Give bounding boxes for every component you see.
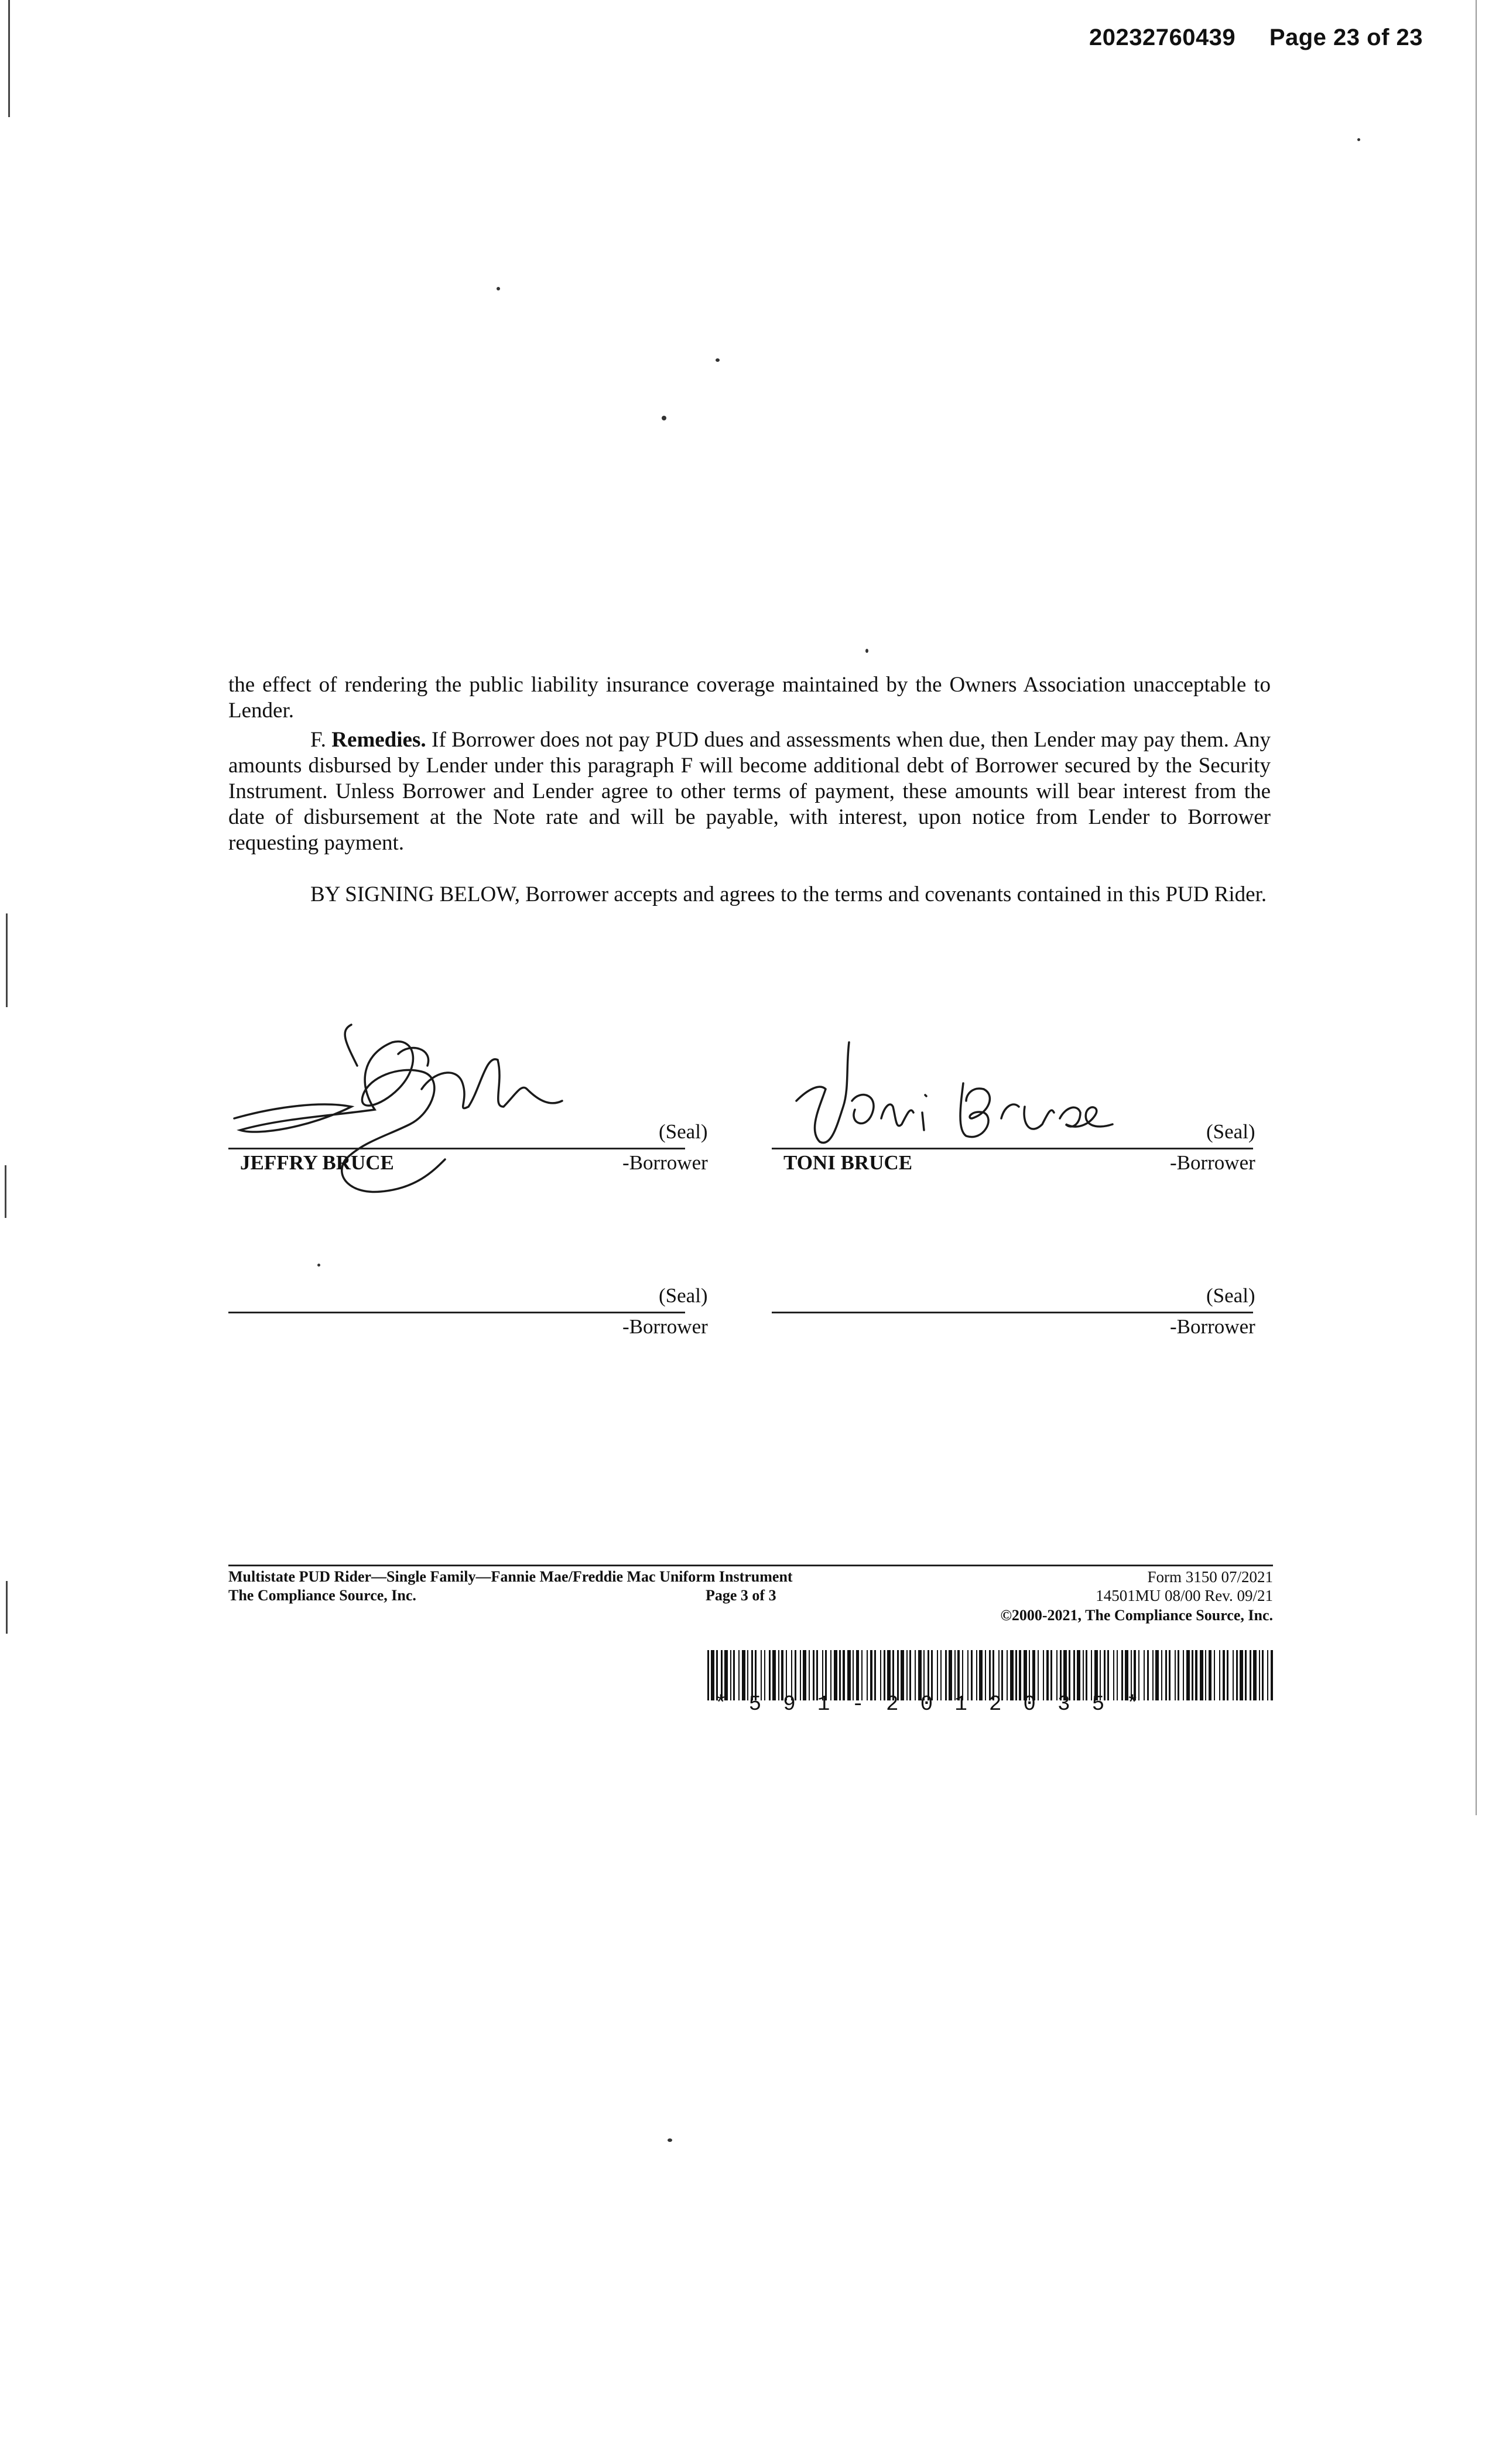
form-title: Multistate PUD Rider—Single Family—Fannie Mae/Freddie Mac Uniform Instrument xyxy=(228,1568,793,1585)
form-number: Form 3150 07/2021 xyxy=(1147,1568,1273,1586)
publisher: The Compliance Source, Inc. xyxy=(228,1587,416,1604)
signature-line-2 xyxy=(772,1148,1253,1149)
record-number: 20232760439 xyxy=(1089,25,1236,50)
copyright: ©2000-2021, The Compliance Source, Inc. xyxy=(1000,1607,1273,1624)
continued-paragraph: the effect of rendering the public liability insurance coverage maintained by the Owners Association unacceptable to Lender. xyxy=(228,673,1271,723)
seal-label-2: (Seal) xyxy=(1206,1120,1255,1143)
scan-speck xyxy=(1357,138,1360,141)
section-f-text: If Borrower does not pay PUD dues and assessments when due, then Lender may pay them. Any amounts disbursed by Lender under this paragraph F will become additional debt of Borrower secured by the Security Instrument. Unless Borrower and Lender agree to other terms of payment, these amounts will bear interest from the date of disbursement at the Note rate and will be payable, with interest, upon notice from Lender to Borrower requesting payment. xyxy=(228,728,1271,855)
scan-speck xyxy=(716,358,720,362)
rider-text xyxy=(228,672,1271,908)
page-of: Page 3 of 3 xyxy=(706,1587,776,1604)
seal-label-3: (Seal) xyxy=(659,1284,708,1307)
section-f-letter: F. xyxy=(310,728,326,752)
scan-edge-mark xyxy=(6,1581,8,1634)
barcode-bar xyxy=(707,1650,709,1700)
borrower-role-1: -Borrower xyxy=(622,1151,708,1174)
scan-speck xyxy=(317,1264,320,1267)
section-f-title: Remedies. xyxy=(331,728,426,752)
footer-rule xyxy=(228,1565,1273,1566)
scan-speck xyxy=(865,649,868,653)
scan-speck xyxy=(662,416,666,420)
barcode-caption: *591-2012035* xyxy=(714,1692,1161,1716)
page-header xyxy=(1089,25,1423,51)
borrower-name-1: JEFFRY BRUCE xyxy=(240,1151,394,1174)
signature-toni-bruce xyxy=(785,1031,1165,1165)
revision: 14501MU 08/00 Rev. 09/21 xyxy=(1096,1587,1273,1604)
page-number: Page 23 of 23 xyxy=(1269,25,1423,50)
borrower-name-2: TONI BRUCE xyxy=(783,1151,913,1174)
borrower-role-4: -Borrower xyxy=(1170,1315,1255,1338)
signature-jeffry-bruce xyxy=(223,1019,644,1212)
scan-speck xyxy=(497,287,500,290)
scan-speck xyxy=(668,2138,672,2142)
borrower-role-2: -Borrower xyxy=(1170,1151,1255,1174)
signature-line-1 xyxy=(228,1148,685,1149)
scan-edge-mark xyxy=(8,0,10,117)
scan-edge-mark xyxy=(6,913,8,1007)
scan-edge-mark xyxy=(5,1165,6,1218)
section-f-paragraph xyxy=(228,727,1271,856)
signing-statement: BY SIGNING BELOW, Borrower accepts and agrees to the terms and covenants contained in this PUD Rider. xyxy=(310,882,1267,906)
signature-line-4 xyxy=(772,1312,1253,1313)
borrower-role-3: -Borrower xyxy=(622,1315,708,1338)
scan-edge-mark xyxy=(1476,0,1477,1815)
seal-label-4: (Seal) xyxy=(1206,1284,1255,1307)
seal-label-1: (Seal) xyxy=(659,1120,708,1143)
signature-line-3 xyxy=(228,1312,685,1313)
